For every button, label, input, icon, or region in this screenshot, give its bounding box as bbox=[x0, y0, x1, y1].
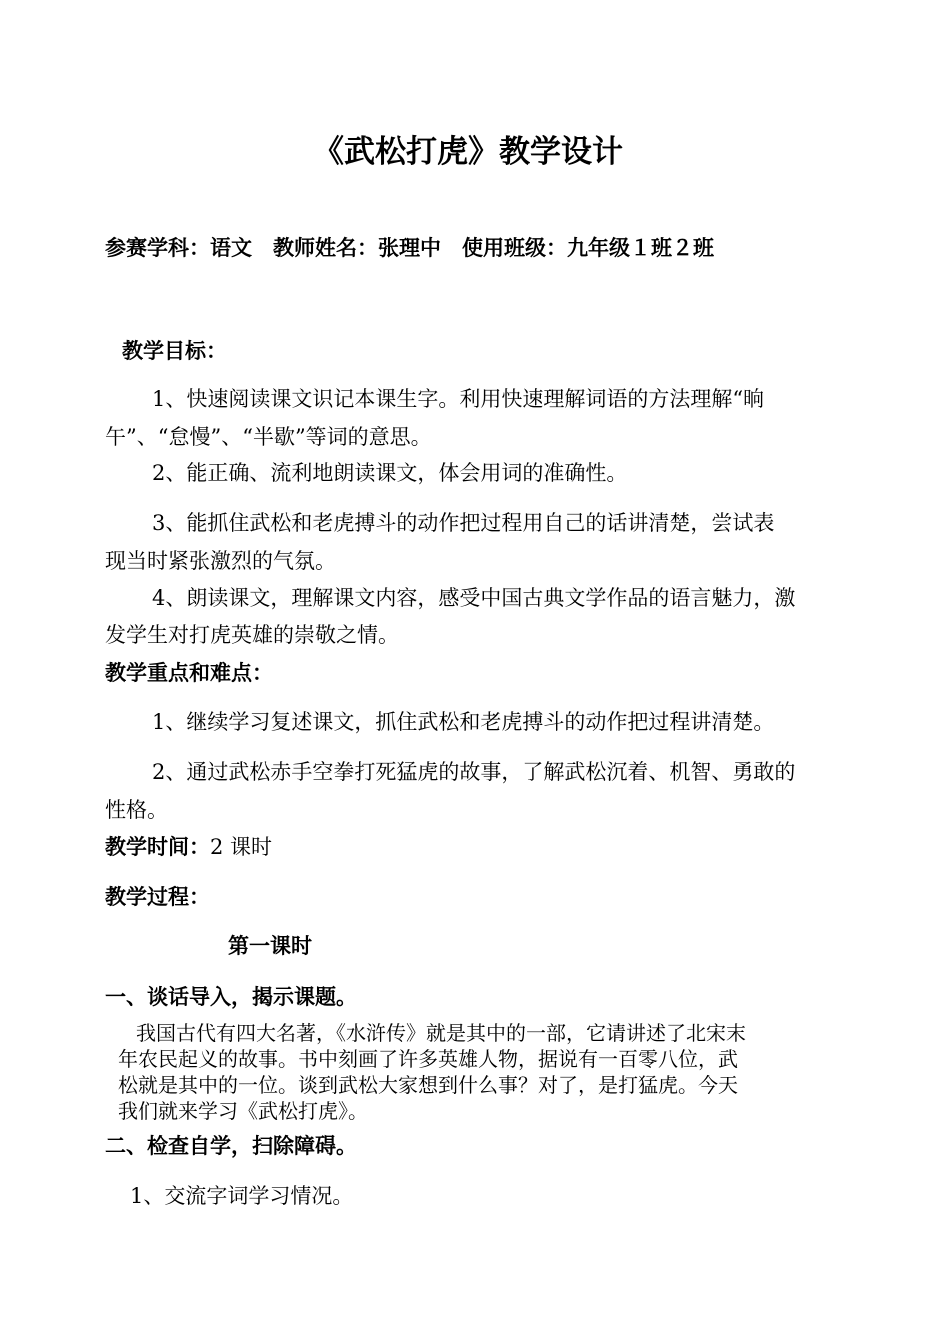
step-1: 1、交流字词学习情况。 bbox=[130, 1184, 354, 1208]
goals-heading: 教学目标： bbox=[122, 338, 227, 363]
goal-4-line-2: 发学生对打虎英雄的崇敬之情。 bbox=[105, 623, 399, 647]
keypoints-heading: 教学重点和难点： bbox=[105, 660, 273, 685]
info-line: 参赛学科：语文 教师姓名：张理中 使用班级：九年级１班２班 bbox=[105, 235, 714, 260]
goal-4-line-1: 4、朗读课文，理解课文内容，感受中国古典文学作品的语言魅力，激 bbox=[152, 586, 796, 610]
goal-3-line-1: 3、能抓住武松和老虎搏斗的动作把过程用自己的话讲清楚，尝试表 bbox=[152, 511, 775, 535]
section-2-heading: 二、检查自学，扫除障碍。 bbox=[105, 1133, 357, 1158]
teaching-time-value: 2 课时 bbox=[210, 835, 273, 859]
teaching-time bbox=[105, 833, 272, 861]
intro-line-1: 我国古代有四大名著，《水浒传》就是其中的一部，它请讲述了北宋末 bbox=[136, 1021, 746, 1045]
keypoint-2-line-2: 性格。 bbox=[105, 798, 168, 822]
goal-1-line-1: 1、快速阅读课文识记本课生字。利用快速理解词语的方法理解“晌 bbox=[152, 387, 765, 411]
teaching-time-label: 教学时间： bbox=[105, 834, 210, 859]
intro-line-4: 我们就来学习《武松打虎》。 bbox=[118, 1099, 368, 1123]
goal-1-line-2: 午”、“怠慢”、“半歇”等词的意思。 bbox=[105, 425, 432, 449]
keypoint-1: 1、继续学习复述课文，抓住武松和老虎搏斗的动作把过程讲清楚。 bbox=[152, 710, 775, 734]
goal-2: 2、能正确、流利地朗读课文，体会用词的准确性。 bbox=[152, 461, 628, 485]
document-title: 《武松打虎》教学设计 bbox=[313, 134, 623, 170]
lesson-heading: 第一课时 bbox=[228, 933, 312, 958]
process-heading: 教学过程： bbox=[105, 884, 210, 909]
keypoint-2-line-1: 2、通过武松赤手空拳打死猛虎的故事，了解武松沉着、机智、勇敢的 bbox=[152, 760, 796, 784]
goal-3-line-2: 现当时紧张激烈的气氛。 bbox=[105, 549, 336, 573]
intro-line-3: 松就是其中的一位。谈到武松大家想到什么事？对了，是打猛虎。今天 bbox=[118, 1073, 738, 1097]
intro-line-2: 年农民起义的故事。书中刻画了许多英雄人物，据说有一百零八位，武 bbox=[118, 1047, 738, 1071]
section-1-heading: 一、谈话导入，揭示课题。 bbox=[105, 984, 357, 1009]
